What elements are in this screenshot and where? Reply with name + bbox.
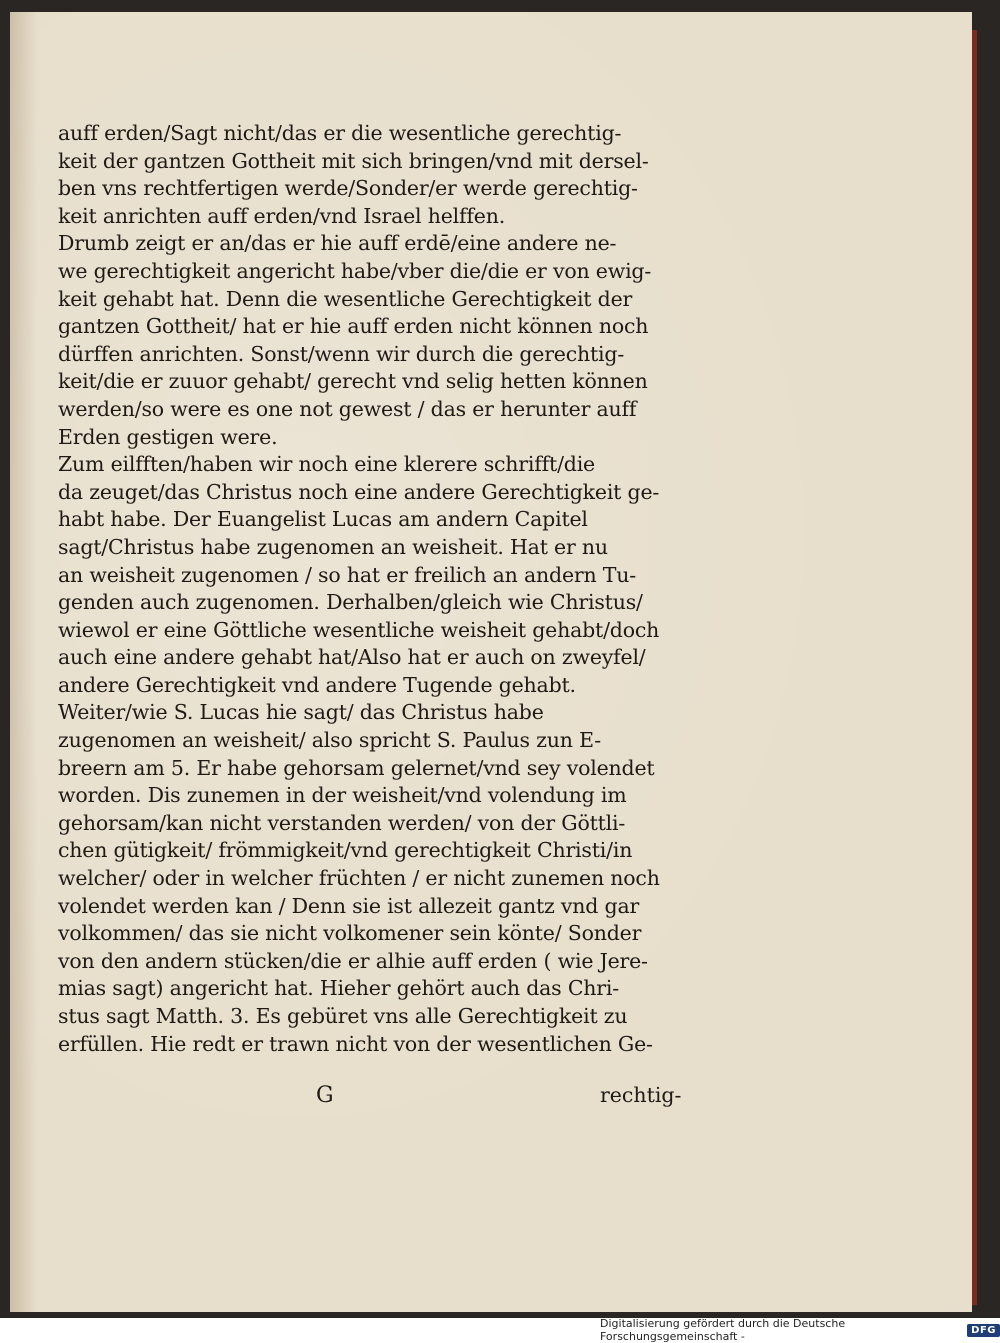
text-line: welcher/ oder in welcher früchten / er nicht zunemen noch bbox=[58, 866, 660, 891]
text-line: stus sagt Matth. 3. Es gebüret vns alle Gerechtigkeit zu bbox=[58, 1004, 628, 1028]
text-line: Zum eilfften/haben wir noch eine klerere schrifft/die bbox=[58, 452, 595, 477]
text-line: auch eine andere gehabt hat/Also hat er auch on zweyfel/ bbox=[58, 645, 646, 670]
dfg-logo-icon: DFG bbox=[967, 1324, 1000, 1337]
text-line: sagt/Christus habe zugenomen an weisheit. Hat er nu bbox=[58, 534, 608, 559]
text-line: keit der gantzen Gottheit mit sich bringen/vnd mit dersel- bbox=[58, 148, 649, 173]
text-line: Weiter/wie S. Lucas hie sagt/ das Christus habe bbox=[58, 700, 544, 725]
text-line: keit gehabt hat. Denn die wesentliche Gerechtigkeit der bbox=[58, 286, 633, 311]
text-line: erfüllen. Hie redt er trawn nicht von der wesentlichen Ge- bbox=[58, 1031, 653, 1056]
text-line: da zeuget/das Christus noch eine andere Gerechtigkeit ge- bbox=[58, 479, 660, 504]
text-line: gehorsam/kan nicht verstanden werden/ von der Göttli- bbox=[58, 810, 626, 835]
text-line: keit anrichten auff erden/vnd Israel helffen. bbox=[58, 203, 506, 228]
text-line: gantzen Gottheit/ hat er hie auff erden nicht können noch bbox=[58, 314, 649, 339]
text-line: ben vns rechtfertigen werde/Sonder/er werde gerechtig- bbox=[58, 176, 638, 201]
signature-mark: G bbox=[316, 1083, 334, 1108]
text-line: we gerechtigkeit angericht habe/vber die/die er von ewig- bbox=[58, 258, 652, 283]
text-line: andere Gerechtigkeit vnd andere Tugende gehabt. bbox=[58, 672, 576, 697]
text-line: mias sagt) angericht hat. Hieher gehört auch das Chri- bbox=[58, 976, 619, 1001]
page-body-text bbox=[58, 120, 698, 1058]
text-line: wiewol er eine Göttliche wesentliche weisheit gehabt/doch bbox=[58, 617, 660, 642]
text-line: chen gütigkeit/ frömmigkeit/vnd gerechtigkeit Christi/in bbox=[58, 838, 633, 863]
text-line: volendet werden kan / Denn sie ist allezeit gantz vnd gar bbox=[58, 893, 640, 918]
text-line: werden/so were es one not gewest / das er herunter auff bbox=[58, 396, 637, 421]
text-line: von den andern stücken/die er alhie auff erden ( wie Jere- bbox=[58, 948, 648, 973]
text-line: volkommen/ das sie nicht volkomener sein könte/ Sonder bbox=[58, 921, 642, 946]
catchword: rechtig- bbox=[600, 1083, 682, 1107]
text-line: dürffen anrichten. Sonst/wenn wir durch die gerechtig- bbox=[58, 341, 625, 366]
text-line: worden. Dis zunemen in der weisheit/vnd volendung im bbox=[58, 783, 627, 808]
text-line: keit/die er zuuor gehabt/ gerecht vnd selig hetten können bbox=[58, 369, 648, 394]
footer-credit bbox=[600, 1317, 1000, 1343]
text-line: an weisheit zugenomen / so hat er freilich an andern Tu- bbox=[58, 562, 636, 587]
text-line: genden auch zugenomen. Derhalben/gleich wie Christus/ bbox=[58, 590, 643, 615]
page-edge-binding bbox=[972, 30, 977, 1305]
text-line: breern am 5. Er habe gehorsam gelernet/vnd sey volendet bbox=[58, 755, 655, 780]
text-line: auff erden/Sagt nicht/das er die wesentliche gerechtig- bbox=[58, 121, 622, 145]
text-line: Erden gestigen were. bbox=[58, 424, 278, 449]
text-line: Drumb zeigt er an/das er hie auff erdē/eine andere ne- bbox=[58, 231, 617, 256]
text-line: habt habe. Der Euangelist Lucas am andern Capitel bbox=[58, 507, 588, 532]
text-line: zugenomen an weisheit/ also spricht S. Paulus zun E- bbox=[58, 728, 601, 753]
footer-credit-text: Digitalisierung gefördert durch die Deutsche Forschungsgemeinschaft - bbox=[600, 1317, 846, 1343]
